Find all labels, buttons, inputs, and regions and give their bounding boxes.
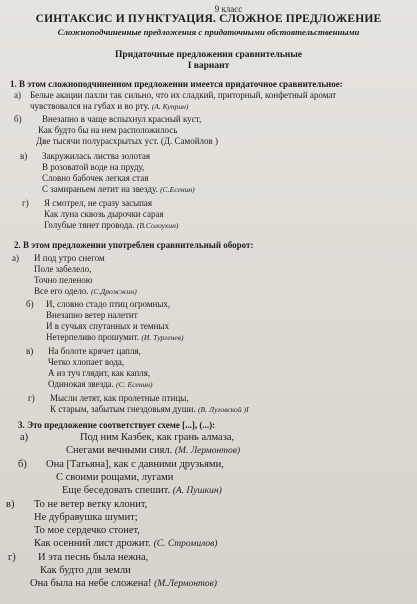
q1-option-b-line-3: Две тысячи полурасхрытых уст. (Д. Самойлов ) <box>36 136 219 146</box>
q1-option-g-line-3 <box>44 220 178 230</box>
q2-option-v-line-3: А из туч глядит, как капля, <box>48 368 151 378</box>
q2-option-g-text: К старым, забытым гнездовьям души. <box>50 404 196 414</box>
q3-option-g-text: Она была на небе сложена! <box>30 578 152 589</box>
q1-option-a-source: (А. Куприн) <box>151 102 189 111</box>
q3-option-a-marker: а) <box>20 432 29 443</box>
q2-option-b-line-1: И, словно стадо птиц огромных, <box>46 299 171 309</box>
q1-option-b-marker: б) <box>14 114 22 124</box>
q3-option-v-line-2: Не дубравушка шумит; <box>34 512 138 523</box>
q3-option-g-line-2: Как будто для земли <box>40 565 131 576</box>
q2-option-v-line-2: Четко хлопает вода, <box>48 357 125 367</box>
q2-option-a-marker: а) <box>12 253 19 263</box>
q3-option-b-source: (А. Пушкин) <box>172 486 222 496</box>
q3-option-b-marker: б) <box>18 459 27 470</box>
q2-option-g-marker: г) <box>28 393 35 403</box>
q3-option-v-text: Как осенний лист дрожит. <box>34 538 151 549</box>
q2-option-g-source: (В. Луговской )I <box>197 405 249 414</box>
q1-option-a-text: чувствовался на губах и во рту. <box>30 101 150 111</box>
q2-option-v-text: Одинокая звезда. <box>48 379 114 389</box>
q1-option-a-line-1: Белые акации пахли так сильно, что их сладкий, приторный, конфетный аромат <box>30 90 337 100</box>
q3-option-a-text: Снегами вечными сиял. <box>66 445 173 456</box>
q3-option-b-line-3 <box>62 485 222 496</box>
page-title: СИНТАКСИС И ПУНКТУАЦИЯ. СЛОЖНОЕ ПРЕДЛОЖЕНИЕ <box>35 13 382 25</box>
q2-option-a-line-2: Поле забелело, <box>34 264 92 274</box>
q2-option-a-line-3: Точно пеленою <box>34 275 93 285</box>
q1-option-a-line-2 <box>30 101 188 111</box>
q2-option-a-line-4 <box>34 286 137 296</box>
q2-option-a-source: (С.Дрожжин) <box>90 287 137 296</box>
q3-option-v-line-1: То не ветер ветку клонит, <box>34 499 148 510</box>
q2-option-b-source: (И. Тургенев) <box>141 333 184 342</box>
grade-label: 9 класс <box>214 4 243 14</box>
topic-heading: Придаточные предложения сравнительные <box>115 50 302 60</box>
question-3: 3. Это предложение соответствует схеме [...], (...): <box>18 420 216 430</box>
question-2: 2. В этом предложении употреблен сравнительный оборот: <box>14 240 254 250</box>
variant-heading: I вариант <box>187 61 230 71</box>
q2-option-b-text: Нетерпеливо прошумит. <box>46 332 140 342</box>
q1-option-v-text: С замираньем летит на звезду. <box>42 184 158 194</box>
q2-option-g-line-1: Мысли летят, как пролетные птицы, <box>50 393 189 403</box>
q3-option-v-source: (С. Стромилов) <box>153 539 218 549</box>
q2-option-a-line-1: И под утро снегом <box>34 253 105 263</box>
q3-option-v-line-3: То мое сердечко стонет, <box>34 525 140 536</box>
q3-option-g-line-3 <box>30 578 217 589</box>
q3-option-g-line-1: И эта песнь была нежна, <box>38 552 149 563</box>
q1-option-g-source: (В.Солоухин) <box>136 221 179 230</box>
q1-option-v-source: (С.Есенин) <box>160 185 195 194</box>
q2-option-v-marker: в) <box>26 346 34 356</box>
q1-option-g-text: Голубые тянет провода. <box>44 220 135 230</box>
q3-option-a-line-2 <box>66 445 240 456</box>
q2-option-v-line-4 <box>48 379 153 389</box>
q3-option-g-marker: г) <box>8 552 16 563</box>
q3-option-a-source: (М. Лермонтов) <box>174 446 241 456</box>
q2-option-v-source: (С. Есенин) <box>116 380 153 389</box>
q1-option-g-marker: г) <box>22 198 29 208</box>
q2-option-a-text: Все его одело. <box>34 286 89 296</box>
q2-option-b-line-3: И в сучьях спутанных и темных <box>46 321 169 331</box>
q2-option-v-line-1: На болоте крячет цапля, <box>48 346 141 356</box>
page-subtitle: Сложноподчиненные предложения с придаточными обстоятельственными <box>57 27 360 37</box>
q3-option-v-marker: в) <box>6 499 15 510</box>
q2-option-b-line-4 <box>46 332 184 342</box>
q1-option-b-line-1: Внезапно в чаще вспыхнул красный куст, <box>42 114 202 124</box>
q1-option-b-line-2: Как будто бы на нем расположилось <box>38 125 178 135</box>
q1-option-g-line-1: Я смотрел, не сразу засыпая <box>44 198 153 208</box>
q1-option-v-line-1: Закружилась листва золотая <box>42 151 151 161</box>
q1-option-v-line-4 <box>42 184 195 194</box>
q1-option-a-marker: а) <box>14 90 21 100</box>
q3-option-b-text: Еще беседовать спешит. <box>62 485 171 496</box>
q3-option-v-line-4 <box>34 538 217 549</box>
q1-option-v-line-2: В розоватой воде на пруду, <box>42 162 145 172</box>
q2-option-b-line-2: Внезапно ветер налетит <box>46 310 138 320</box>
q3-option-b-line-1: Она [Татьяна], как с давними друзьями, <box>46 459 224 470</box>
q2-option-g-line-2 <box>50 404 249 414</box>
q3-option-g-source: (М.Лермонтов) <box>154 579 217 589</box>
q3-option-a-line-1: Под ним Казбек, как грань алмаза, <box>80 432 235 443</box>
q3-option-b-line-2: С своими рощами, лугами <box>56 472 174 483</box>
q2-option-b-marker: б) <box>26 299 34 309</box>
question-1: 1. В этом сложноподчиненном предложении имеется придаточное сравнительное: <box>10 79 343 89</box>
q1-option-v-marker: в) <box>20 151 28 161</box>
q1-option-g-line-2: Как луна сквозь дырочки сарая <box>44 209 164 219</box>
q1-option-v-line-3: Словно бабочек легкая стая <box>42 173 149 183</box>
